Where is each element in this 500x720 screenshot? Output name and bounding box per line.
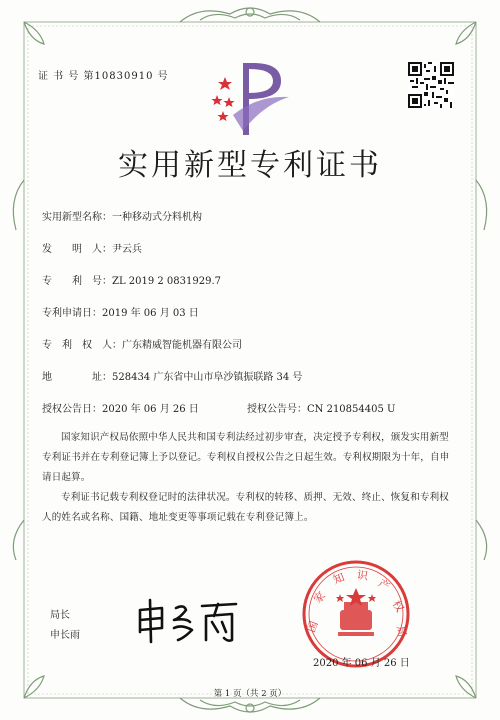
field-value: ZL 2019 2 0831929.7 [112,276,222,287]
svg-text:知: 知 [331,570,347,587]
field-grant-date [42,400,199,415]
certificate-title: 实用新型专利证书 [118,148,382,183]
field-label: 实用新型名称： [42,212,112,223]
director-title: 局长 [50,610,70,621]
field-value: 广东精威智能机器有限公司 [122,340,242,351]
field-patent-number [42,272,221,287]
page-number: 第 1 页（共 2 页） [213,689,287,699]
grant-statement-paragraph: 国家知识产权局依照中华人民共和国专利法经过初步审查，决定授予专利权，颁发实用新型专利证书并在专利登记簿上予以登记。专利权自授权公告之日起生效。专利权期限为十年，自申请日起算。 [42,432,450,483]
svg-text:国: 国 [304,619,321,635]
svg-text:权: 权 [389,598,407,615]
field-inventor [42,240,142,255]
field-address [42,368,302,383]
field-label: 专利申请日： [42,308,102,319]
field-announcement-number [247,400,395,415]
field-value: 尹云兵 [112,244,142,255]
field-application-date [42,304,199,319]
field-utility-name [42,208,202,223]
svg-text:局: 局 [394,624,409,638]
legal-status-paragraph: 专利证书记载专利权登记时的法律状况。专利权的转移、质押、无效、终止、恢复和专利权人的姓名或名称、国籍、地址变更等事项记载在专利登记簿上。 [42,492,450,523]
field-value: CN 210854405 U [307,404,396,415]
field-label: 专 利 权 人： [42,340,122,351]
field-label: 地 址： [42,372,112,383]
field-label: 专 利 号： [42,276,112,287]
svg-text:产: 产 [375,576,392,594]
field-value: 2019 年 06 月 03 日 [102,308,199,319]
svg-text:识: 识 [356,568,369,583]
field-value: 一种移动式分料机构 [112,212,202,223]
qr-code-icon [408,62,454,108]
field-label: 授权公告号： [247,404,307,415]
certificate-number: 证 书 号 第10830910 号 [38,71,169,82]
seal-date: 2020 年 06 月 26 日 [313,658,410,669]
field-label: 授权公告日： [42,404,102,415]
svg-text:家: 家 [311,589,329,607]
director-name: 申长雨 [50,630,80,641]
field-value: 2020 年 06 月 26 日 [102,404,199,415]
field-label: 发 明 人： [42,244,112,255]
cnipa-logo-icon [203,55,293,145]
field-patentee [42,336,242,351]
field-value: 528434 广东省中山市阜沙镇振联路 34 号 [112,372,303,383]
handwritten-signature [128,596,243,646]
